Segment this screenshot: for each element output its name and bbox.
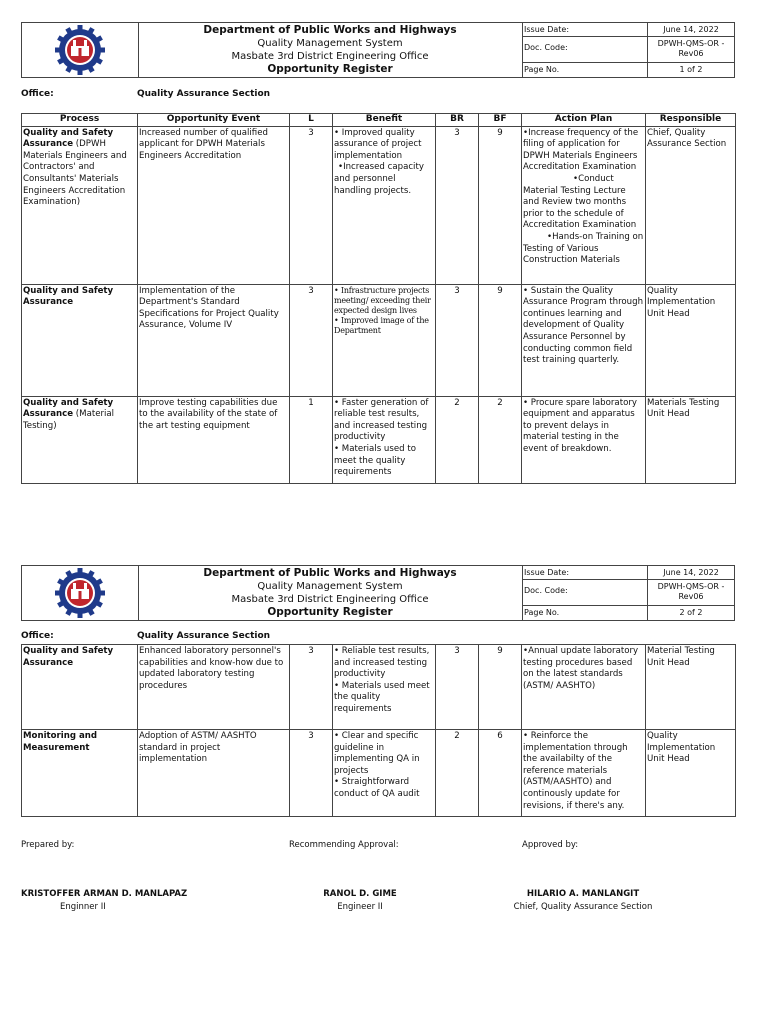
action-cell: • Sustain the Quality Assurance Program through continues learning and development of Quality Assurance Personnel by conducting common field test training quarterly. xyxy=(522,284,646,396)
action-cell: • Procure spare laboratory equipment and apparatus to prevent delays in material testing in the event of breakdown. xyxy=(522,396,646,483)
issue-date-label: Issue Date: xyxy=(522,23,648,36)
doc-code-label: Doc. Code: xyxy=(522,37,648,62)
header-meta xyxy=(522,23,734,77)
doc-title: Opportunity Register xyxy=(267,606,393,618)
doc-code-line-2: Rev06 xyxy=(678,49,704,58)
responsible-cell: Quality Implementation Unit Head xyxy=(646,284,736,396)
header-meta xyxy=(522,566,734,620)
issue-date-row xyxy=(522,566,734,580)
br-cell: 3 xyxy=(436,126,479,284)
process-bold: Monitoring and Measurement xyxy=(23,731,98,753)
benefit-1: • Infrastructure projects meeting/ exceeding their expected design lives xyxy=(334,285,431,315)
page-no-label: Page No. xyxy=(522,606,648,620)
event-cell: Enhanced laboratory personnel's capabilities and know-how due to updated laboratory testing procedures xyxy=(138,645,290,730)
benefit-cell xyxy=(333,284,436,396)
header-title-cell xyxy=(138,566,523,620)
benefit-2: •Increased capacity and personnel handling projects. xyxy=(334,162,424,196)
bf-cell: 9 xyxy=(479,284,522,396)
benefit-cell xyxy=(333,126,436,284)
system-name: Quality Management System xyxy=(257,38,403,49)
action-cell: • Reinforce the implementation through the availabilty of the reference materials (ASTM/AASHTO) and continously update for revisions, if there's any. xyxy=(522,730,646,817)
col-benefit: Benefit xyxy=(333,114,436,127)
process-cell xyxy=(22,396,138,483)
action-2: •Conduct xyxy=(573,173,614,184)
system-name: Quality Management System xyxy=(257,581,403,592)
col-opportunity-event: Opportunity Event xyxy=(138,114,290,127)
process-bold: Quality and Safety Assurance xyxy=(23,127,114,150)
process-cell xyxy=(22,645,138,730)
header-page-2 xyxy=(21,565,735,621)
process-bold: Quality and Safety Assurance xyxy=(23,285,114,308)
header-title-cell xyxy=(138,23,523,77)
l-cell: 3 xyxy=(290,645,333,730)
br-cell: 2 xyxy=(436,396,479,483)
table-row xyxy=(22,126,736,284)
action-4: •Hands-on Training on xyxy=(547,231,644,242)
action-cell: •Annual update laboratory testing procedures based on the latest standards (ASTM/ AASHTO) xyxy=(522,645,646,730)
l-cell: 3 xyxy=(290,730,333,817)
office-value: Quality Assurance Section xyxy=(137,89,271,99)
bf-cell: 2 xyxy=(479,396,522,483)
doc-code-label: Doc. Code: xyxy=(522,580,648,605)
prepared-by-name: KRISTOFFER ARMAN D. MANLAPAZ xyxy=(21,889,188,899)
office-value: Quality Assurance Section xyxy=(137,631,271,641)
col-bf: BF xyxy=(479,114,522,127)
doc-code-row xyxy=(522,37,734,63)
issue-date-row xyxy=(522,23,734,37)
bf-cell: 9 xyxy=(479,126,522,284)
event-cell: Adoption of ASTM/ AASHTO standard in project implementation xyxy=(138,730,290,817)
benefit-2: • Improved image of the Department xyxy=(334,315,429,335)
col-action-plan: Action Plan xyxy=(522,114,646,127)
doc-code-line-1: DPWH-QMS-OR - xyxy=(657,582,725,591)
br-cell: 3 xyxy=(436,284,479,396)
dpwh-logo-icon xyxy=(22,566,138,620)
benefit-2: • Materials used meet the quality requirements xyxy=(334,680,430,714)
table-header-row xyxy=(22,114,736,127)
register-table-page-1 xyxy=(21,113,736,484)
doc-code-line-1: DPWH-QMS-OR - xyxy=(657,39,725,48)
recommending-approval-label: Recommending Approval: xyxy=(289,840,399,850)
event-cell: Implementation of the Department's Standard Specifications for Project Quality Assurance, Volume IV xyxy=(138,284,290,396)
issue-date-label: Issue Date: xyxy=(522,566,648,579)
page-no-label: Page No. xyxy=(522,63,648,77)
action-1: •Increase frequency of the filing of application for DPWH Materials Engineers Accreditation Examination xyxy=(523,127,639,173)
logo-cell xyxy=(22,23,139,77)
col-l: L xyxy=(290,114,333,127)
table-row xyxy=(22,284,736,396)
prepared-by-title: Enginner II xyxy=(60,902,106,912)
office-name: Masbate 3rd District Engineering Office xyxy=(231,594,429,605)
process-bold: Quality and Safety Assurance xyxy=(23,397,114,420)
approved-title: Chief, Quality Assurance Section xyxy=(513,902,653,912)
br-cell: 2 xyxy=(436,730,479,817)
process-cell xyxy=(22,284,138,396)
process-cell xyxy=(22,730,138,817)
office-name: Masbate 3rd District Engineering Office xyxy=(231,51,429,62)
logo-cell xyxy=(22,566,139,620)
process-bold: Quality and Safety Assurance xyxy=(23,646,114,668)
benefit-1: • Faster generation of reliable test results, and increased testing productivity xyxy=(334,397,429,443)
benefit-1: • Reliable test results, and increased testing productivity xyxy=(334,646,430,680)
l-cell: 3 xyxy=(290,126,333,284)
dpwh-logo-icon xyxy=(22,23,138,77)
col-process: Process xyxy=(22,114,138,127)
approved-name: HILARIO A. MANLANGIT xyxy=(526,889,640,899)
recommending-name: RANOL D. GIME xyxy=(323,889,397,899)
doc-code-line-2: Rev06 xyxy=(678,592,704,601)
page-no-value: 2 of 2 xyxy=(679,608,703,617)
process-rest: (DPWH Materials Engineers and Contractors' and Consultants' Materials Engineers Accreditation Examination) xyxy=(23,139,127,208)
bf-cell: 9 xyxy=(479,645,522,730)
table-row xyxy=(22,730,736,817)
responsible-cell: Materials Testing Unit Head xyxy=(646,396,736,483)
benefit-1: • Clear and specific guideline in implementing QA in projects xyxy=(334,731,420,776)
responsible-cell: Chief, Quality Assurance Section xyxy=(646,126,736,284)
benefit-cell xyxy=(333,396,436,483)
office-label: Office: xyxy=(21,631,54,641)
table-row xyxy=(22,396,736,483)
header-page-1 xyxy=(21,22,735,78)
doc-code-value xyxy=(648,580,734,605)
doc-code-value xyxy=(648,37,734,62)
responsible-cell: Quality Implementation Unit Head xyxy=(646,730,736,817)
benefit-1: • Improved quality assurance of project implementation xyxy=(334,127,422,161)
table-row xyxy=(22,645,736,730)
issue-date-value: June 14, 2022 xyxy=(663,25,719,34)
col-responsible: Responsible xyxy=(646,114,736,127)
col-br: BR xyxy=(436,114,479,127)
benefit-2: • Straightforward conduct of QA audit xyxy=(334,777,420,799)
office-label: Office: xyxy=(21,89,54,99)
benefit-cell xyxy=(333,645,436,730)
event-cell: Increased number of qualified applicant for DPWH Materials Engineers Accreditation xyxy=(138,126,290,284)
issue-date-value: June 14, 2022 xyxy=(663,568,719,577)
process-cell xyxy=(22,126,138,284)
doc-code-row xyxy=(522,580,734,606)
action-3: Material Testing Lecture and Review two months prior to the schedule of Accreditation Examination xyxy=(523,185,637,231)
page-no-row xyxy=(522,606,734,620)
recommending-title: Engineer II xyxy=(337,902,383,912)
approved-by-label: Approved by: xyxy=(522,840,579,850)
responsible-cell: Material Testing Unit Head xyxy=(646,645,736,730)
br-cell: 3 xyxy=(436,645,479,730)
event-cell: Improve testing capabilities due to the availability of the state of the art testing equipment xyxy=(138,396,290,483)
org-name: Department of Public Works and Highways xyxy=(203,24,457,36)
action-5: Testing of Various Construction Materials xyxy=(523,243,620,266)
benefit-2: • Materials used to meet the quality requirements xyxy=(334,443,416,478)
register-table-page-2 xyxy=(21,644,736,817)
l-cell: 3 xyxy=(290,284,333,396)
page-no-value: 1 of 2 xyxy=(679,65,703,74)
doc-title: Opportunity Register xyxy=(267,63,393,75)
prepared-by-label: Prepared by: xyxy=(21,840,75,850)
benefit-cell xyxy=(333,730,436,817)
bf-cell: 6 xyxy=(479,730,522,817)
org-name: Department of Public Works and Highways xyxy=(203,567,457,579)
process-rest: (Material Testing) xyxy=(23,409,115,431)
l-cell: 1 xyxy=(290,396,333,483)
action-cell xyxy=(522,126,646,284)
page-no-row xyxy=(522,63,734,77)
